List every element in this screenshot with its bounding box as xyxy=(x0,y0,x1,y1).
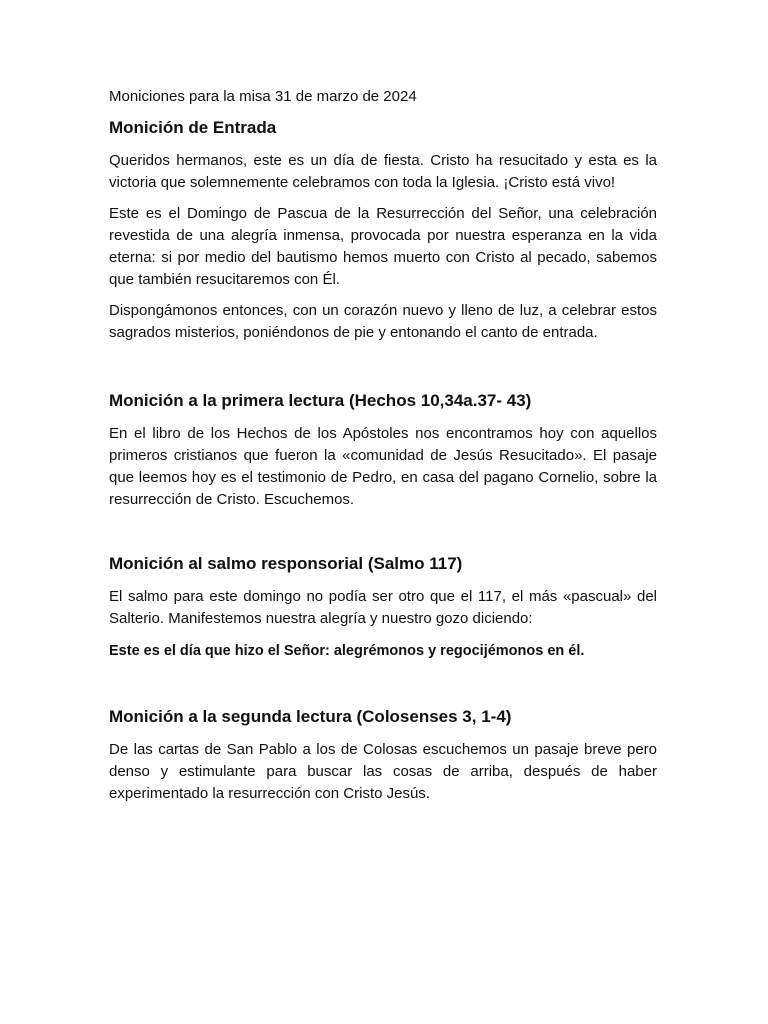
paragraph: Dispongámonos entonces, con un corazón nuevo y lleno de luz, a celebrar estos sagrados misterios, poniéndonos de pie y entonando el canto de entrada. xyxy=(109,302,657,341)
section-segunda-lectura xyxy=(109,705,657,805)
paragraph: En el libro de los Hechos de los Apóstoles nos encontramos hoy con aquellos primeros cristianos que fueron la «comunidad de Jesús Resucitado». El pasaje que leemos hoy es el testimonio de Pedro, en casa del pagano Cornelio, sobre la resurrección de Cristo. Escuchemos. xyxy=(109,425,657,508)
document-page xyxy=(109,86,657,805)
section-heading: Monición de Entrada xyxy=(109,118,277,137)
document-title: Moniciones para la misa 31 de marzo de 2024 xyxy=(109,88,417,105)
section-salmo-responsorial xyxy=(109,552,657,662)
paragraph: El salmo para este domingo no podía ser otro que el 117, el más «pascual» del Salterio. Manifestemos nuestra alegría y nuestro gozo diciendo: xyxy=(109,588,657,627)
section-heading: Monición al salmo responsorial (Salmo 117) xyxy=(109,554,463,573)
paragraph: Queridos hermanos, este es un día de fiesta. Cristo ha resucitado y esta es la victoria que solemnemente celebramos con toda la Iglesia. ¡Cristo está vivo! xyxy=(109,152,657,191)
section-heading: Monición a la segunda lectura (Colosenses 3, 1-4) xyxy=(109,707,512,726)
paragraph: De las cartas de San Pablo a los de Colosas escuchemos un pasaje breve pero denso y estimulante para buscar las cosas de arriba, después de haber experimentado la resurrección con Cristo Jesús. xyxy=(109,741,657,802)
section-heading: Monición a la primera lectura (Hechos 10,34a.37- 43) xyxy=(109,391,532,410)
psalm-response: Este es el día que hizo el Señor: alegrémonos y regocijémonos en él. xyxy=(109,643,585,659)
section-monicion-entrada xyxy=(109,116,657,344)
section-primera-lectura xyxy=(109,389,657,511)
paragraph: Este es el Domingo de Pascua de la Resurrección del Señor, una celebración revestida de una alegría inmensa, provocada por nuestra esperanza en la vida eterna: si por medio del bautismo hemos muerto con Cristo al pecado, sabemos que también resucitaremos con Él. xyxy=(109,205,657,288)
